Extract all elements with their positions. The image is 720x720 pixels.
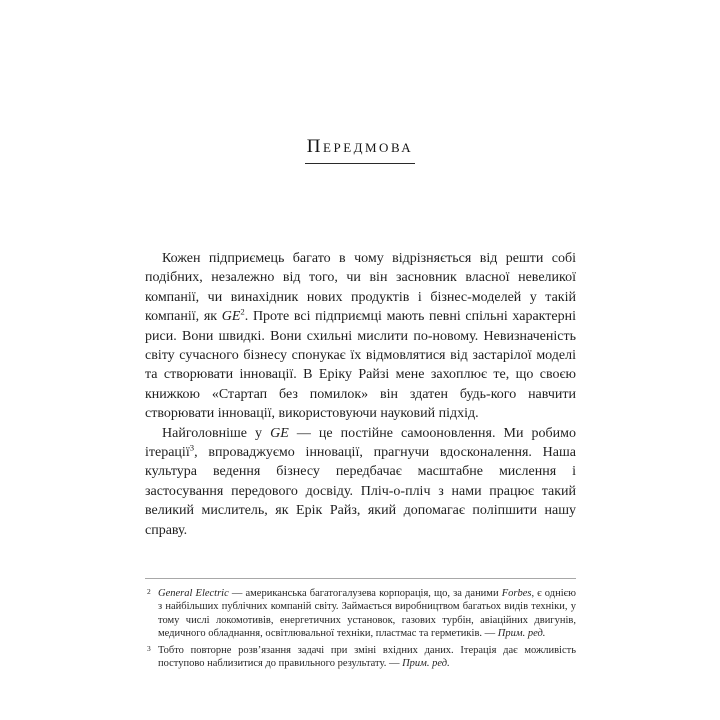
- footnote: [145, 587, 576, 641]
- footnote-marker: 2: [147, 587, 151, 596]
- paragraph: Найголовніше у GE — це постійне самооновлення. Ми робимо ітерації$^3$, впроваджуємо інновації, прагнучи вдосконалення. Наша культура ведення бізнесу передбачає масштабне мислення і застосування передового досвіду. Пліч-о-пліч з нами працює такий великий мислитель, як Ерік Райз, який допомагає поліпшити нашу справу.: [145, 425, 576, 538]
- body-text: [145, 249, 576, 540]
- heading-wrap: [0, 136, 720, 164]
- footnote-separator: [145, 578, 576, 579]
- footnote-text: General Electric — американська багатогалузева корпорація, що, за даними Forbes, є однією з найбільших публічних компаній світу. Займається виробництвом багатьох видів техніки, у тому числі локомотивів, енергетичних установок, газових турбін, авіаційних двигунів, медичного обладнання, освітлювальної техніки, пластмас та герметиків. — Прим. ред.: [158, 588, 576, 640]
- paragraph: Кожен підприємець багато в чому відрізняється від решти собі подібних, незалежно від того, чи він засновник власної невеликої компанії, чи винахідник нових продуктів і бізнес-моделей у такій компанії, як $GE^2$. Проте всі підприємці мають певні спільні характерні риси. Вони швидкі. Вони схильні мислити по-новому. Невизначеність світу сучасного бізнесу спонукає їх відмовлятися від застарілої моделі та створювати інновації. В Еріку Райзі мене захоплює те, що своєю книжкою «Стартап без помилок» він здатен будь-кого навчити створювати інновації, використовуючи науковий підхід.: [145, 251, 576, 422]
- chapter-heading: Передмова: [305, 136, 415, 164]
- footnote-marker: 3: [147, 643, 151, 653]
- footnote-text: Тобто повторне розв’язання задачі при зміні вхідних даних. Ітерація дає можливість поступово наблизитися до правильного результату. — Прим. ред.: [158, 644, 576, 670]
- footnotes-section: [145, 578, 576, 673]
- footnote: [145, 644, 576, 671]
